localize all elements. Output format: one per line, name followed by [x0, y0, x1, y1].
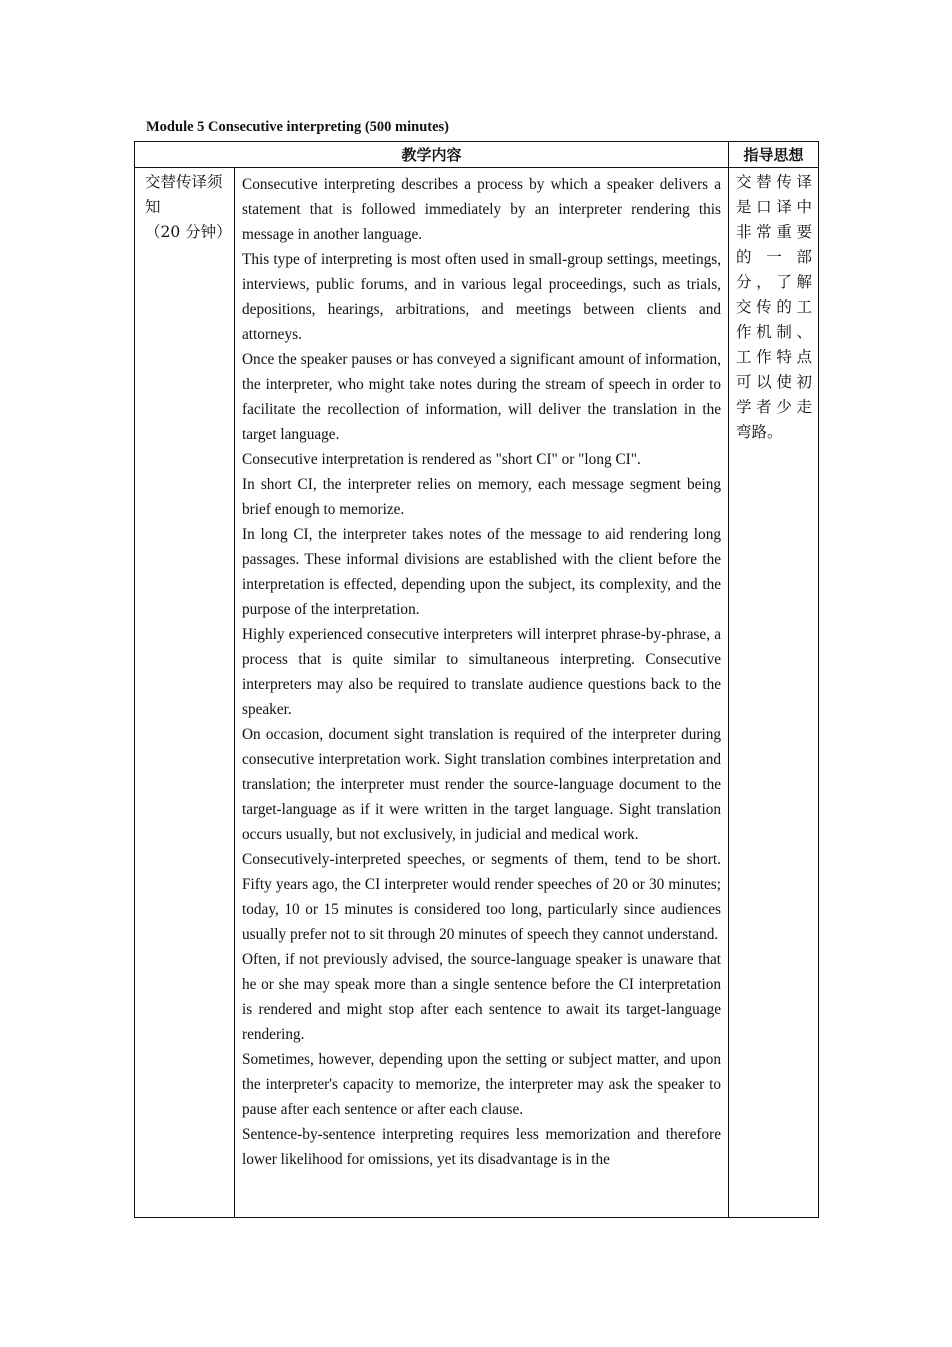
- paragraph: Consecutive interpreting describes a process by which a speaker delivers a statement that is followed immediately by an interpreter rendering this message in another language.: [242, 176, 722, 243]
- content-cell: [235, 168, 729, 1218]
- paragraph: Consecutively-interpreted speeches, or segments of them, tend to be short. Fifty years ago, the CI interpreter would render speeches of 20 or 30 minutes; today, 10 or 15 minutes is considered too long, particularly since audiences usually prefer not to sit through 20 minutes of speech they cannot understand.: [242, 851, 722, 943]
- paragraph: In long CI, the interpreter takes notes of the message to aid rendering long passages. These informal divisions are established with the client before the interpretation is effected, depending upon the subject, its complexity, and the purpose of the interpretation.: [242, 526, 722, 618]
- header-row: [135, 142, 819, 168]
- paragraph: Highly experienced consecutive interpreters will interpret phrase-by-phrase, a process that is quite similar to simultaneous interpreting. Consecutive interpreters may also be required to translate audience questions back to the speaker.: [242, 626, 722, 718]
- header-teaching-content: 教学内容: [135, 142, 729, 168]
- topic-name: 交替传译须知: [145, 173, 223, 216]
- topic-cell: [135, 168, 235, 1218]
- paragraph: This type of interpreting is most often used in small-group settings, meetings, interviews, public forums, and in various legal proceedings, such as trials, depositions, hearings, arbitrations, and meetings between clients and attorneys.: [242, 251, 722, 343]
- module-title: Module 5 Consecutive interpreting (500 minutes): [146, 119, 449, 135]
- paragraph: On occasion, document sight translation is required of the interpreter during consecutive interpretation work. Sight translation combines interpretation and translation; the interpreter must render the source-language document to the target-language as if it were written in the target language. Sight translation occurs usually, but not exclusively, in judicial and medical work.: [242, 726, 722, 843]
- header-guiding-idea: 指导思想: [729, 142, 819, 168]
- paragraph: Sentence-by-sentence interpreting requires less memorization and therefore lower likelihood for omissions, yet its disadvantage is in the: [242, 1126, 722, 1168]
- topic-duration: （20 分钟）: [145, 223, 232, 241]
- guide-cell: 交替传译是口译中非常重要的一部分，了解交传的工作机制、工作特点可以使初学者少走弯路。: [729, 168, 819, 1218]
- content-row: [135, 168, 819, 1218]
- paragraph: Sometimes, however, depending upon the setting or subject matter, and upon the interpreter's capacity to memorize, the interpreter may ask the speaker to pause after each sentence or after each clause.: [242, 1051, 722, 1118]
- paragraph: Once the speaker pauses or has conveyed a significant amount of information, the interpreter, who might take notes during the stream of speech in order to facilitate the recollection of information, will deliver the translation in the target language.: [242, 351, 722, 443]
- paragraph: In short CI, the interpreter relies on memory, each message segment being brief enough to memorize.: [242, 476, 722, 518]
- paragraph: Consecutive interpretation is rendered as "short CI" or "long CI".: [242, 451, 641, 468]
- lesson-table: [134, 141, 819, 1218]
- paragraph: Often, if not previously advised, the source-language speaker is unaware that he or she may speak more than a single sentence before the CI interpretation is rendered and might stop after each sentence to await its target-language rendering.: [242, 951, 722, 1043]
